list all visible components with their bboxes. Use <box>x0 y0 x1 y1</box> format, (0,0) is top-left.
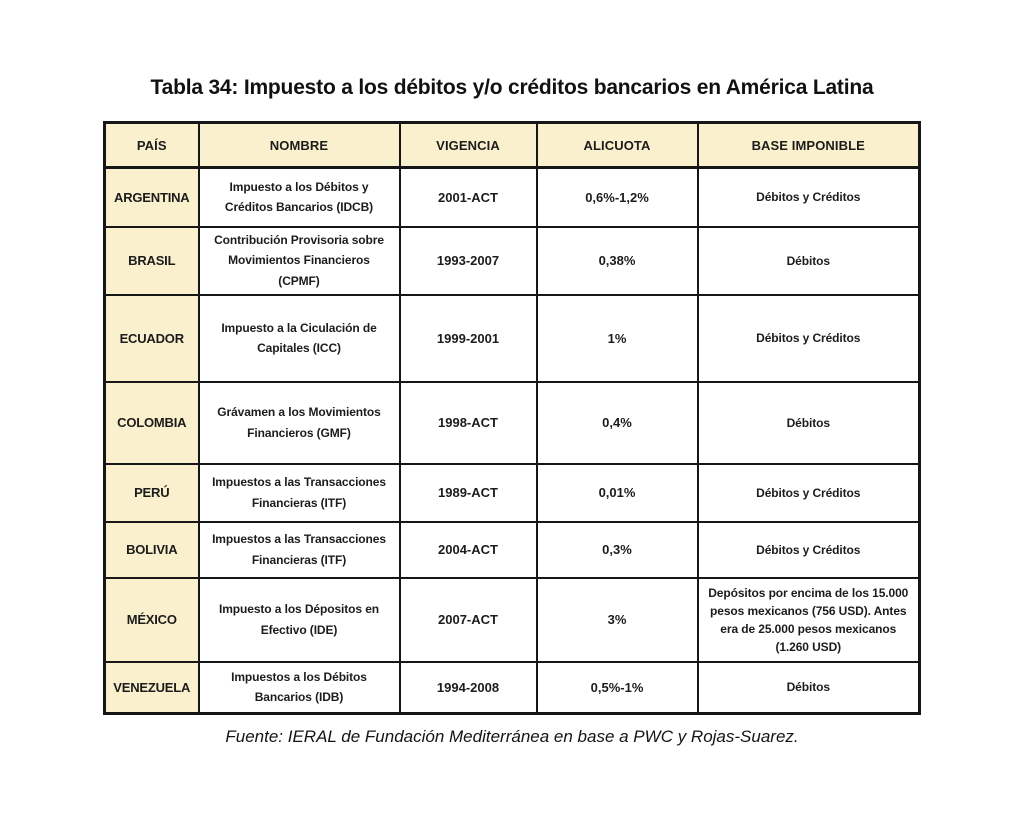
header-cell-base-imponible: BASE IMPONIBLE <box>698 123 920 168</box>
cell-nombre: Impuestos a las Transacciones Financieras (ITF) <box>199 464 400 522</box>
impuestos-table <box>103 121 921 715</box>
source-note: Fuente: IERAL de Fundación Mediterránea en base a PWC y Rojas-Suarez. <box>225 727 799 746</box>
cell-nombre: Grávamen a los Movimientos Financieros (GMF) <box>199 382 400 464</box>
cell-base-imponible: Débitos <box>698 662 920 714</box>
table-row <box>105 662 920 714</box>
cell-base-imponible: Débitos <box>698 227 920 295</box>
cell-alicuota: 0,4% <box>537 382 698 464</box>
cell-vigencia: 1998-ACT <box>400 382 537 464</box>
header-cell-alicuota: ALICUOTA <box>537 123 698 168</box>
cell-vigencia: 1994-2008 <box>400 662 537 714</box>
table-row <box>105 295 920 382</box>
cell-alicuota: 0,6%-1,2% <box>537 168 698 227</box>
cell-nombre: Impuestos a las Transacciones Financieras (ITF) <box>199 522 400 578</box>
cell-base-imponible: Débitos y Créditos <box>698 522 920 578</box>
page-title: Tabla 34: Impuesto a los débitos y/o créditos bancarios en América Latina <box>150 76 874 99</box>
cell-base-imponible: Depósitos por encima de los 15.000 pesos mexicanos (756 USD). Antes era de 25.000 pesos mexicanos (1.260 USD) <box>698 578 920 662</box>
table-row <box>105 522 920 578</box>
table-row <box>105 464 920 522</box>
cell-base-imponible: Débitos y Créditos <box>698 464 920 522</box>
header-cell-nombre: NOMBRE <box>199 123 400 168</box>
cell-vigencia: 1999-2001 <box>400 295 537 382</box>
header-cell-vigencia: VIGENCIA <box>400 123 537 168</box>
cell-base-imponible: Débitos y Créditos <box>698 295 920 382</box>
cell-alicuota: 3% <box>537 578 698 662</box>
table-row <box>105 227 920 295</box>
cell-pais: BOLIVIA <box>105 522 199 578</box>
cell-nombre: Impuesto a los Dépositos en Efectivo (IDE) <box>199 578 400 662</box>
cell-nombre: Impuesto a la Ciculación de Capitales (ICC) <box>199 295 400 382</box>
cell-pais: MÉXICO <box>105 578 199 662</box>
cell-vigencia: 1993-2007 <box>400 227 537 295</box>
cell-vigencia: 2004-ACT <box>400 522 537 578</box>
cell-alicuota: 1% <box>537 295 698 382</box>
cell-nombre: Impuesto a los Débitos y Créditos Bancarios (IDCB) <box>199 168 400 227</box>
table-row <box>105 382 920 464</box>
table-header-row <box>105 123 920 168</box>
cell-pais: VENEZUELA <box>105 662 199 714</box>
cell-pais: ECUADOR <box>105 295 199 382</box>
cell-vigencia: 2007-ACT <box>400 578 537 662</box>
table-row <box>105 578 920 662</box>
cell-alicuota: 0,01% <box>537 464 698 522</box>
cell-pais: ARGENTINA <box>105 168 199 227</box>
table-row <box>105 168 920 227</box>
cell-vigencia: 1989-ACT <box>400 464 537 522</box>
cell-vigencia: 2001-ACT <box>400 168 537 227</box>
cell-alicuota: 0,38% <box>537 227 698 295</box>
cell-pais: COLOMBIA <box>105 382 199 464</box>
cell-base-imponible: Débitos y Créditos <box>698 168 920 227</box>
cell-nombre: Impuestos a los Débitos Bancarios (IDB) <box>199 662 400 714</box>
header-cell-pais: PAÍS <box>105 123 199 168</box>
cell-alicuota: 0,3% <box>537 522 698 578</box>
cell-pais: BRASIL <box>105 227 199 295</box>
cell-base-imponible: Débitos <box>698 382 920 464</box>
cell-alicuota: 0,5%-1% <box>537 662 698 714</box>
cell-pais: PERÚ <box>105 464 199 522</box>
cell-nombre: Contribución Provisoria sobre Movimientos Financieros (CPMF) <box>199 227 400 295</box>
